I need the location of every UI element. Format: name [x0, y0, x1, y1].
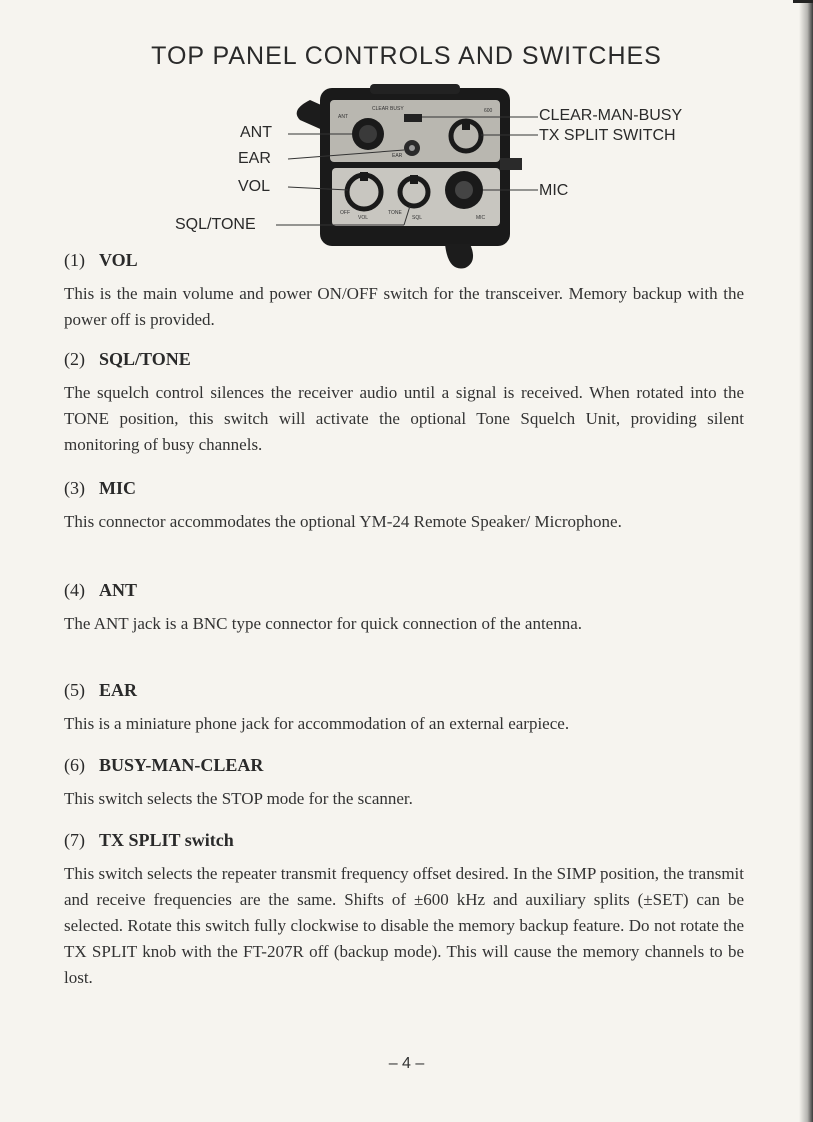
section-body: This is a miniature phone jack for accommodation of an external earpiece. [64, 714, 570, 733]
vol-knob-pointer [360, 172, 368, 181]
callout-ant: ANT [240, 124, 272, 141]
section-number: (7) [64, 830, 85, 850]
section-heading [64, 250, 744, 271]
section-body: The squelch control silences the receiver audio until a signal is received. When rotated into the TONE position, this switch will activate the optional Tone Squelch Unit, providing silent monitoring of busy channels. [64, 383, 744, 454]
section-title: TX SPLIT switch [99, 830, 234, 850]
section-busy-man-clear [64, 755, 744, 812]
mic-connector-inner [455, 181, 473, 199]
section-number: (2) [64, 349, 85, 369]
section-body: This switch selects the STOP mode for the scanner. [64, 789, 413, 808]
callout-vol: VOL [238, 178, 271, 195]
top-panel-photo [0, 0, 813, 280]
section-title: MIC [99, 478, 136, 498]
section-title: BUSY-MAN-CLEAR [99, 755, 264, 775]
callout-clear-man-busy: CLEAR-MAN-BUSY [539, 107, 683, 124]
section-title: VOL [99, 250, 138, 270]
section-heading [64, 680, 744, 701]
radio-top-edge [370, 84, 460, 94]
callout-tx-split: TX SPLIT SWITCH [539, 127, 676, 144]
section-ear [64, 680, 744, 737]
section-heading [64, 580, 744, 601]
section-body: This switch selects the repeater transmit frequency offset desired. In the SIMP position, the transmit and receive frequencies are the same. Shifts of ±600 kHz and auxiliary splits (±SET) can be selected. Rotate this switch fully clockwise to disable the memory backup feature. Do not rotate the TX SPLIT knob with the FT-207R off (backup mode). This will cause the memory channels to be lost. [64, 864, 744, 987]
panel-label-ear: EAR [392, 153, 403, 159]
callout-sql-tone: SQL/TONE [175, 216, 256, 233]
callout-mic: MIC [539, 182, 569, 199]
section-number: (3) [64, 478, 85, 498]
section-title: SQL/TONE [99, 349, 191, 369]
panel-label-mic: MIC [476, 215, 486, 221]
section-title: ANT [99, 580, 138, 600]
section-body: This connector accommodates the optional YM-24 Remote Speaker/ Microphone. [64, 512, 622, 531]
ant-connector-inner [359, 125, 377, 143]
tx-split-knob-pointer [462, 120, 470, 130]
section-number: (1) [64, 250, 85, 270]
panel-label-off: OFF [340, 210, 350, 216]
side-tab [500, 158, 522, 170]
panel-label-tone: TONE [388, 210, 402, 216]
ear-jack-hole [409, 145, 415, 151]
section-heading [64, 478, 744, 499]
callout-ear: EAR [238, 150, 271, 167]
section-heading [64, 755, 744, 776]
clear-man-busy-switch [404, 114, 422, 122]
panel-label-ant: ANT [338, 114, 348, 120]
page-number: – 4 – [388, 1055, 425, 1072]
sql-knob-pointer [410, 175, 418, 184]
panel-label-600: 600 [484, 108, 493, 114]
section-number: (6) [64, 755, 85, 775]
section-heading [64, 349, 744, 370]
section-body: This is the main volume and power ON/OFF switch for the transceiver. Memory backup with the power off is provided. [64, 284, 744, 329]
section-tx-split [64, 830, 744, 991]
section-title: EAR [99, 680, 138, 700]
section-number: (4) [64, 580, 85, 600]
page-title: TOP PANEL CONTROLS AND SWITCHES [151, 42, 662, 70]
section-vol [64, 250, 744, 333]
panel-label-sql: SQL [412, 215, 423, 221]
section-body: The ANT jack is a BNC type connector for quick connection of the antenna. [64, 614, 583, 633]
section-ant [64, 580, 744, 637]
panel-label-vol: VOL [358, 215, 369, 221]
section-number: (5) [64, 680, 85, 700]
top-panel-diagram [0, 0, 813, 280]
section-heading [64, 830, 744, 851]
section-mic [64, 478, 744, 535]
section-sql-tone [64, 349, 744, 458]
panel-label-clear-busy: CLEAR BUSY [372, 106, 404, 112]
